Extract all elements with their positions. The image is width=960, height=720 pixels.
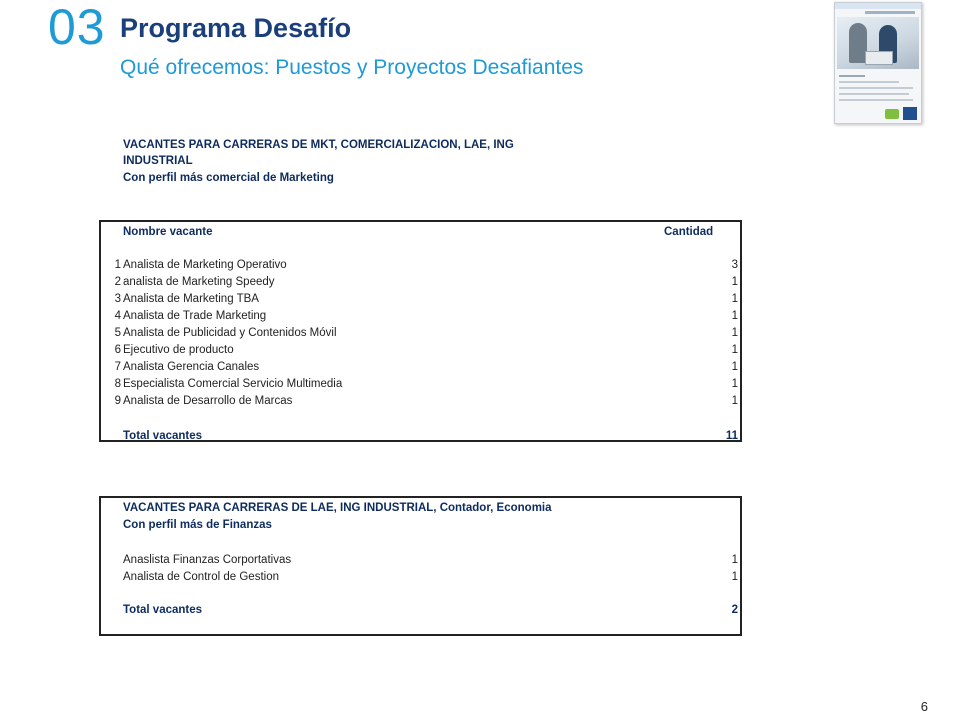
vacancy-quantity: 1 xyxy=(731,361,738,373)
vacancy-quantity: 1 xyxy=(731,344,738,356)
brochure-thumbnail xyxy=(834,2,922,124)
laptop-icon xyxy=(865,51,893,65)
vacancy-quantity: 1 xyxy=(731,293,738,305)
row-number: 5 xyxy=(114,327,121,339)
vacancy-quantity: 1 xyxy=(731,327,738,339)
page-title: Programa Desafío xyxy=(120,13,352,43)
section-number: 03 xyxy=(48,0,106,55)
vacancy-quantity: 1 xyxy=(731,310,738,322)
vacancy-quantity: 1 xyxy=(731,571,738,583)
table1-heading-line1: VACANTES PARA CARRERAS DE MKT, COMERCIALIZACION, LAE, ING xyxy=(123,139,514,151)
row-number: 6 xyxy=(114,344,121,356)
logo-icon xyxy=(903,107,917,120)
total-value: 11 xyxy=(725,430,738,442)
vacancy-name: Analista de Publicidad y Contenidos Móvil xyxy=(123,327,337,339)
row-number: 3 xyxy=(114,293,121,305)
table2-heading-line1: VACANTES PARA CARRERAS DE LAE, ING INDUSTRIAL, Contador, Economia xyxy=(123,502,552,514)
table1-heading-line2: INDUSTRIAL xyxy=(123,155,193,167)
vacancy-quantity: 3 xyxy=(731,259,738,271)
logo-icon xyxy=(885,109,899,119)
vacancy-name: Analista de Marketing Operativo xyxy=(123,259,287,271)
vacancy-name: Analista de Trade Marketing xyxy=(123,310,267,322)
vacancies-table-finance xyxy=(99,496,742,636)
column-header-quantity: Cantidad xyxy=(664,226,714,238)
page-number: 6 xyxy=(920,699,928,714)
row-number: 4 xyxy=(114,310,121,322)
total-label: Total vacantes xyxy=(123,604,203,616)
row-number: 7 xyxy=(114,361,121,373)
row-number: 8 xyxy=(114,378,121,390)
vacancy-quantity: 1 xyxy=(731,378,738,390)
vacancy-name: Analista de Control de Gestion xyxy=(123,571,279,583)
table2-heading-line2: Con perfil más de Finanzas xyxy=(123,519,272,531)
total-label: Total vacantes xyxy=(123,430,203,442)
total-value: 2 xyxy=(731,604,738,616)
vacancy-quantity: 1 xyxy=(731,554,738,566)
vacancy-name: Especialista Comercial Servicio Multimedia xyxy=(123,378,343,390)
vacancy-name: Analista Gerencia Canales xyxy=(123,361,260,373)
vacancy-name: analista de Marketing Speedy xyxy=(123,276,275,288)
vacancy-quantity: 1 xyxy=(731,395,738,407)
row-number: 9 xyxy=(114,395,121,407)
vacancy-quantity: 1 xyxy=(731,276,738,288)
vacancies-table-marketing xyxy=(99,220,742,442)
vacancy-name: Anaslista Finanzas Corportativas xyxy=(123,554,292,566)
vacancy-name: Ejecutivo de producto xyxy=(123,344,234,356)
table1-heading-line3: Con perfil más comercial de Marketing xyxy=(123,172,334,184)
page-subtitle: Qué ofrecemos: Puestos y Proyectos Desafiantes xyxy=(120,56,584,79)
row-number: 2 xyxy=(114,276,121,288)
row-number: 1 xyxy=(114,259,121,271)
vacancy-name: Analista de Desarrollo de Marcas xyxy=(123,395,293,407)
vacancy-name: Analista de Marketing TBA xyxy=(123,293,259,305)
column-header-name: Nombre vacante xyxy=(123,226,213,238)
